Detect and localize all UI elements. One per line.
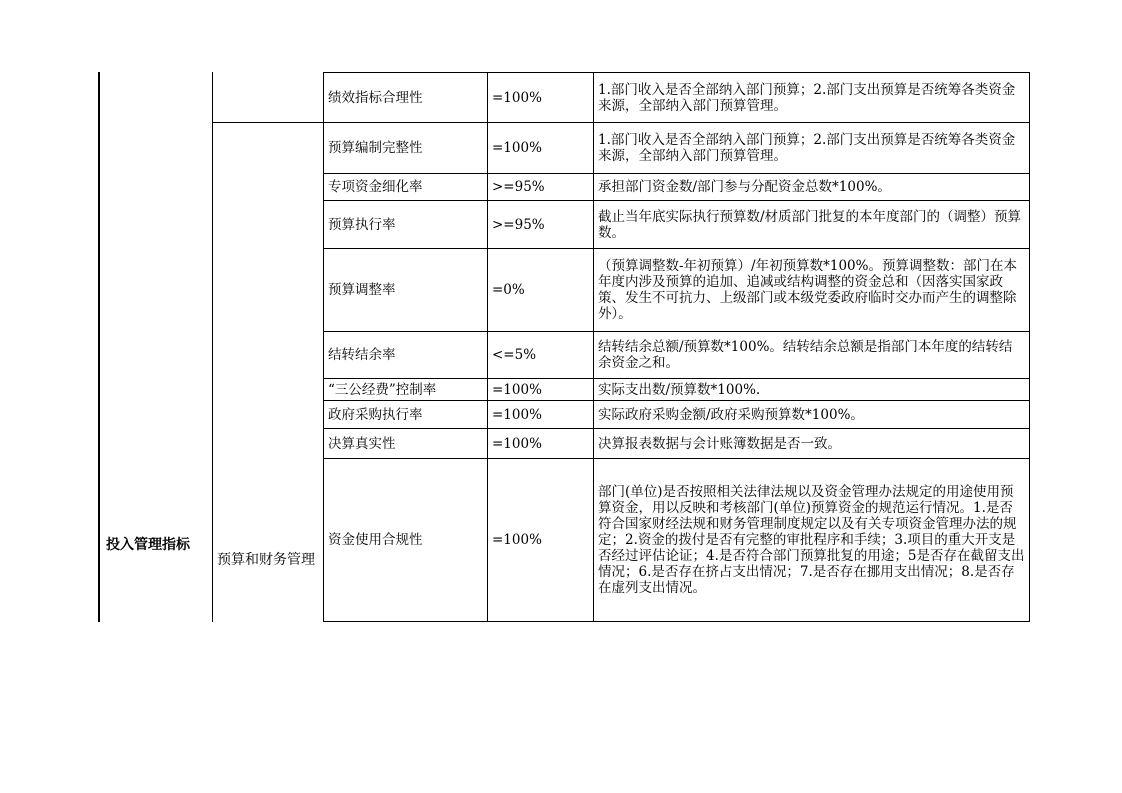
indicator-description: 截止当年底实际执行预算数/材质部门批复的本年度部门的（调整）预算数。 [598,208,1022,241]
indicator-description: 实际政府采购金额/政府采购预算数*100%。 [598,406,864,423]
indicator-name: 预算编制完整性 [328,140,423,156]
indicator-description: 实际支出数/预算数*100%. [598,381,761,398]
indicator-value: =100% [492,406,542,423]
level2-indicator: 预算和财务管理 [217,552,315,568]
indicator-description: 决算报表数据与会计账簿数据是否一致。 [598,435,841,452]
indicator-name: 结转结余率 [328,347,396,363]
indicator-name: 决算真实性 [328,435,396,452]
indicator-name: “三公经费”控制率 [328,381,437,398]
indicator-description: 承担部门资金数/部门参与分配资金总数*100%。 [598,179,891,195]
indicator-value: =100% [492,140,542,156]
indicator-value: =100% [492,532,542,548]
indicator-value: =0% [492,282,525,298]
indicator-description: （预算调整数-年初预算）/年初预算数*100%。预算调整数：部门在本年度内涉及预算的追加、追减或结构调整的资金总和（因落实国家政策、发生不可抗力、上级部门或本级党委政府临时交办而产生的调整除外）。 [598,258,1017,322]
grid-line [1029,72,1030,622]
indicator-name: 预算调整率 [328,282,396,298]
indicator-name: 预算执行率 [328,216,396,233]
indicator-value: <=5% [492,347,537,363]
indicator-description: 结转结余总额/预算数*100%。结转结余总额是指部门本年度的结转结余资金之和。 [598,339,1013,371]
indicator-value: >=95% [492,179,545,195]
indicator-name: 专项资金细化率 [328,179,423,195]
level1-indicator: 投入管理指标 [106,537,190,553]
indicator-description: 部门(单位)是否按照相关法律法规以及资金管理办法规定的用途使用预算资金，用以反映和考核部门(单位)预算资金的规范运行情况。1.是否符合国家财经法规和财务管理制度规定以及有关专项资金管理办法的规定；2.资金的拨付是否有完整的审批程序和手续；3.项目的重大开支是否经过评估论证；4.是否符合部门预算批复的用途；5是否存在截留支出情况；6.是否存在挤占支出情况；7.是否存在挪用支出情况；8.是否存在虚列支出情况。 [598,484,1025,596]
indicator-value: =100% [492,381,542,398]
indicator-name: 政府采购执行率 [328,406,423,423]
indicator-value: =100% [492,89,542,106]
indicator-description: 1.部门收入是否全部纳入部门预算；2.部门支出预算是否统筹各类资金来源，全部纳入部门预算管理。 [598,81,1016,114]
indicator-name: 绩效指标合理性 [328,89,423,106]
indicator-value: =100% [492,435,542,452]
indicator-description: 1.部门收入是否全部纳入部门预算；2.部门支出预算是否统筹各类资金来源，全部纳入部门预算管理。 [598,132,1016,164]
grid-line [323,621,1030,622]
indicator-name: 资金使用合规性 [328,532,423,548]
indicator-value: >=95% [492,216,545,233]
